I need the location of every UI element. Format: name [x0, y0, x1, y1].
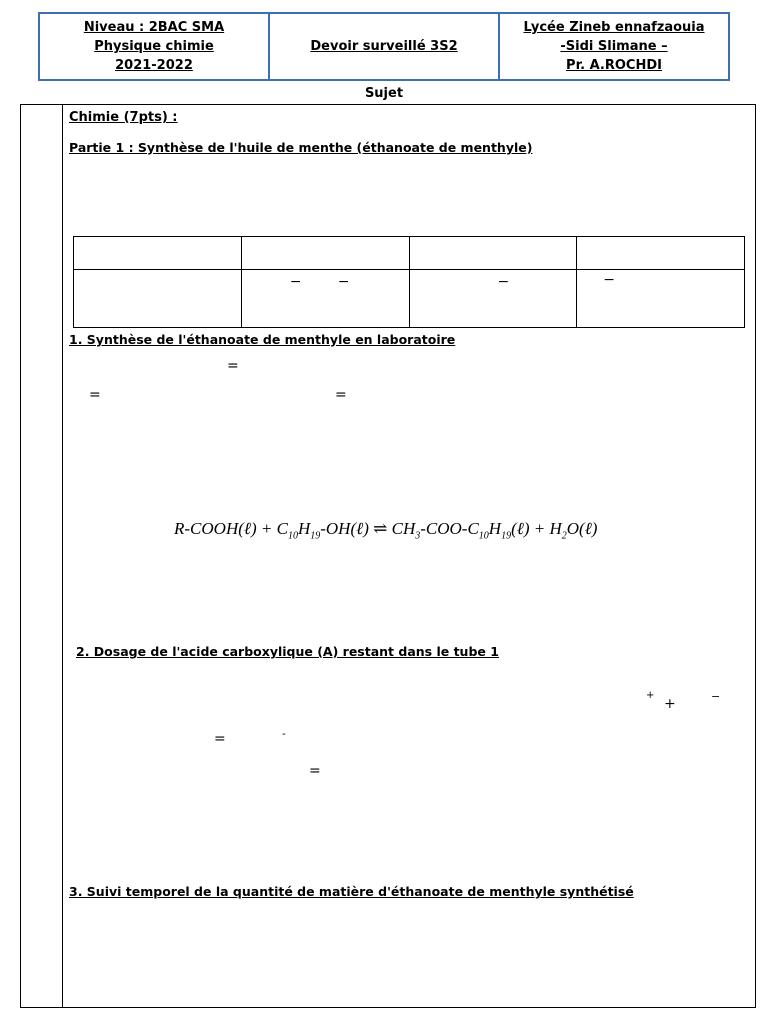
margin-divider — [62, 104, 63, 1008]
data-table — [73, 236, 745, 328]
equation-ester-tail: (ℓ) — [511, 519, 530, 538]
equation-subscript: 19 — [501, 530, 512, 542]
equation-subscript: 3 — [415, 530, 421, 542]
plus-sign: + — [664, 696, 676, 712]
header-year: 2021-2022 — [115, 58, 193, 73]
table-row — [74, 270, 745, 328]
equation-water-h: H — [549, 519, 562, 538]
superscript-minus: − — [711, 690, 721, 703]
header-subject: Physique chimie — [94, 39, 214, 54]
equilibrium-arrow: ⇌ — [368, 519, 392, 538]
minus-sign: − — [289, 274, 302, 291]
sujet-heading: Sujet — [364, 86, 404, 101]
equation-ester-head: CH — [391, 519, 416, 538]
superscript-minus: - — [282, 727, 286, 740]
equation-acid: R-COOH(ℓ) — [174, 519, 257, 538]
equals-sign: = — [214, 731, 226, 747]
equation-plus: + — [529, 519, 550, 538]
section2-number: 2 — [76, 644, 85, 659]
header-title: Devoir surveillé 3S2 — [310, 39, 458, 54]
header-teacher: Pr. A.ROCHDI — [566, 58, 662, 73]
esterification-equation — [174, 519, 597, 541]
chimie-title: Chimie (7pts) : — [69, 110, 178, 125]
header-school: Lycée Zineb ennafzaouia — [523, 20, 705, 35]
equation-alcohol-c: C — [276, 519, 288, 538]
superscript-plus: + — [646, 690, 655, 701]
table-cell — [74, 237, 242, 270]
equals-sign: = — [335, 387, 347, 403]
equals-sign: = — [89, 387, 101, 403]
table-cell — [74, 270, 242, 328]
partie1-title: Partie 1 : Synthèse de l'huile de menthe (éthanoate de menthyle) — [69, 140, 533, 155]
header-level-box — [38, 12, 270, 81]
minus-sign: − — [337, 274, 350, 291]
section2-text: . Dosage de l'acide carboxylique (A) restant dans le tube 1 — [84, 644, 499, 659]
section3-title: 3. Suivi temporel de la quantité de matière d'éthanoate de menthyle synthétisé — [69, 884, 634, 899]
equals-sign: = — [227, 358, 239, 374]
section1-title: 1. Synthèse de l'éthanoate de menthyle en laboratoire — [69, 332, 456, 347]
equation-alcohol-h: H — [297, 519, 311, 538]
table-row — [74, 237, 745, 270]
equation-subscript: 10 — [287, 530, 298, 542]
equation-ester-h: H — [488, 519, 502, 538]
table-cell — [409, 270, 577, 328]
equation-ester-mid: -COO-C — [420, 519, 479, 538]
equation-subscript: 10 — [478, 530, 489, 542]
equation-alcohol-tail: -OH(ℓ) — [320, 519, 369, 538]
section2-title — [76, 644, 499, 659]
header-level: Niveau : 2BAC SMA — [83, 20, 225, 35]
table-cell — [241, 270, 409, 328]
equation-water-tail: O(ℓ) — [566, 519, 598, 538]
header-city: -Sidi Slimane – — [560, 39, 668, 54]
table-cell — [241, 237, 409, 270]
equation-subscript: 19 — [310, 530, 321, 542]
equation-plus: + — [256, 519, 277, 538]
minus-sign: − — [603, 272, 615, 289]
minus-sign: − — [497, 274, 510, 291]
table-cell — [577, 270, 745, 328]
table-cell — [577, 237, 745, 270]
header-title-box — [268, 12, 500, 81]
header-school-box — [498, 12, 730, 81]
equals-sign: = — [309, 763, 321, 779]
table-cell — [409, 237, 577, 270]
equation-subscript: 2 — [561, 530, 567, 542]
